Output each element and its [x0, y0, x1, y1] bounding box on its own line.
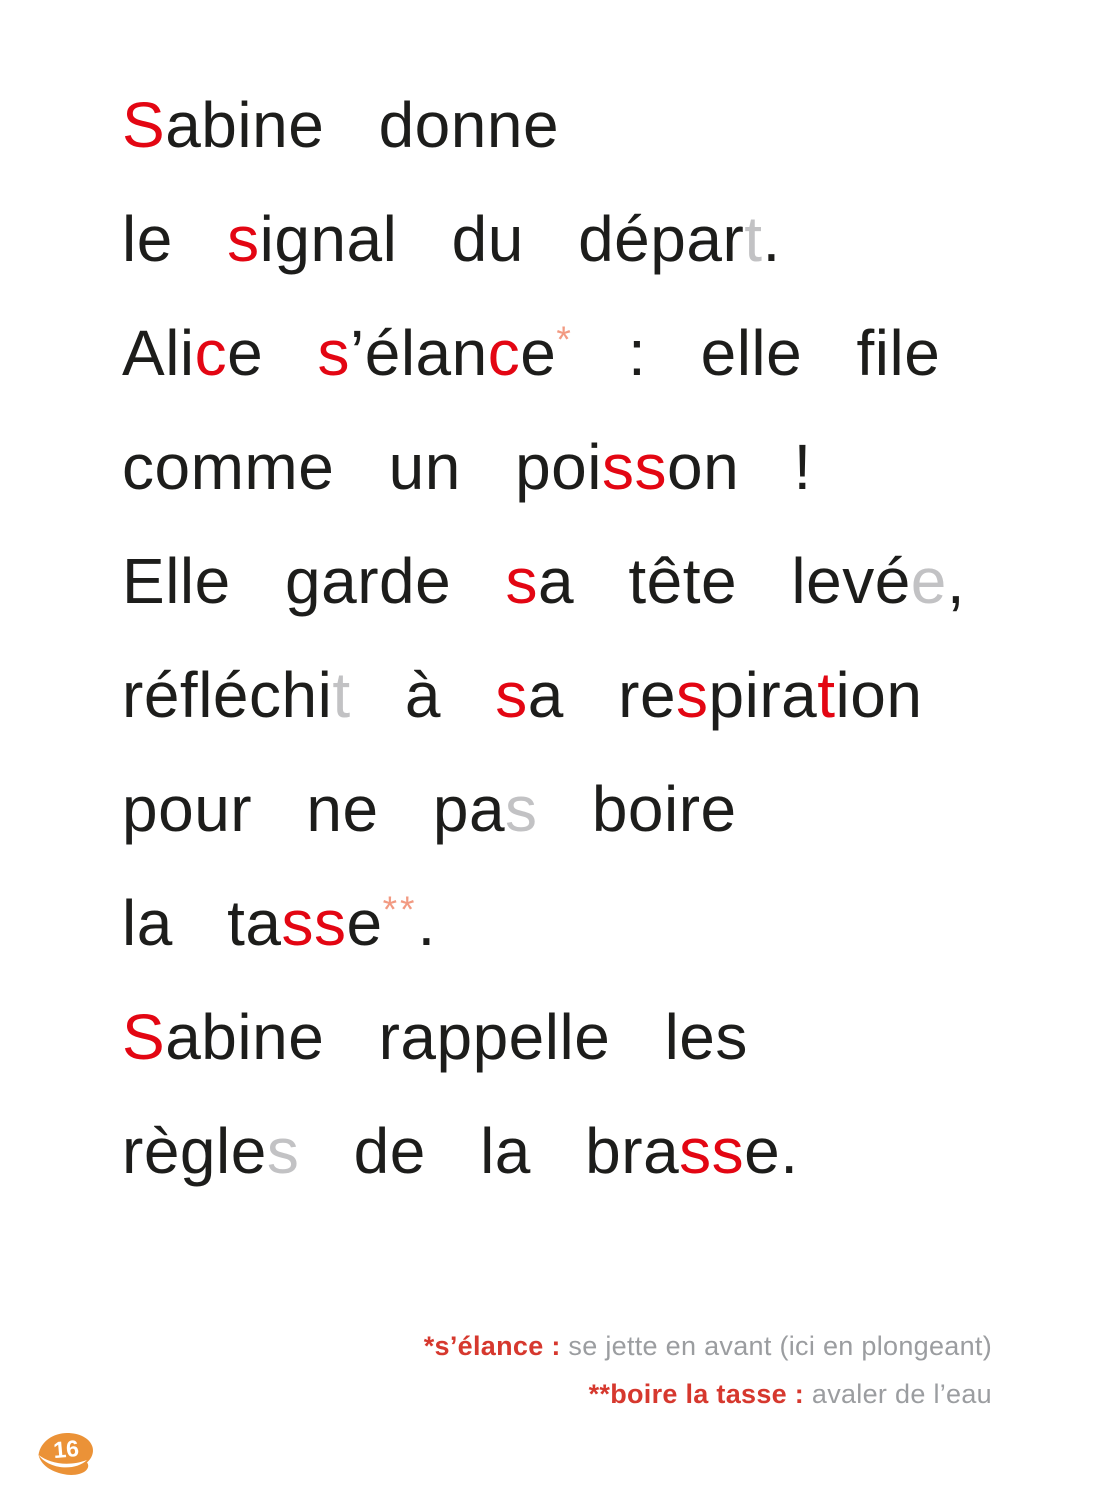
- text-line: [122, 980, 965, 1094]
- text-segment: comme un poi: [122, 431, 602, 503]
- page-number: 16: [52, 1434, 80, 1464]
- text-line: [122, 752, 965, 866]
- text-line: [122, 410, 965, 524]
- silent-letter: s: [266, 1115, 300, 1187]
- highlighted-letter: t: [817, 659, 836, 731]
- highlighted-letter: s: [505, 545, 538, 617]
- story-text: [122, 68, 965, 1208]
- highlighted-letter: S: [122, 89, 166, 161]
- highlighted-letter: c: [194, 317, 228, 389]
- text-segment: ,: [946, 545, 966, 617]
- text-segment: de la bra: [299, 1115, 680, 1187]
- text-line: [122, 1094, 965, 1208]
- text-segment: Elle garde: [122, 545, 506, 617]
- text-segment: e.: [744, 1115, 799, 1187]
- text-segment: : elle file: [573, 317, 941, 389]
- text-segment: on !: [666, 431, 812, 503]
- text-segment: réfléchi: [122, 659, 333, 731]
- text-line: [122, 182, 965, 296]
- text-segment: ignal du dépar: [259, 203, 745, 275]
- text-segment: ’élan: [350, 317, 488, 389]
- text-segment: le: [122, 203, 228, 275]
- silent-letter: t: [744, 203, 763, 275]
- page-number-container: [37, 1431, 95, 1476]
- highlighted-letter: ss: [679, 1115, 745, 1187]
- text-line: [424, 1370, 992, 1418]
- text-line: Alice s’élance* : elle file: [122, 317, 941, 389]
- text-segment: à: [350, 659, 496, 731]
- highlighted-letter: ss: [601, 431, 667, 503]
- text-segment: abine donne: [165, 89, 560, 161]
- text-segment: règle: [122, 1115, 267, 1187]
- text-segment: pira: [708, 659, 818, 731]
- text-segment: .: [762, 203, 781, 275]
- highlighted-letter: ss: [281, 887, 347, 959]
- text-segment: a re: [527, 659, 677, 731]
- highlighted-letter: s: [317, 317, 350, 389]
- text-line: la tasse**.: [122, 887, 436, 959]
- text-segment: e: [227, 317, 318, 389]
- highlighted-letter: S: [122, 1001, 166, 1073]
- footnote-definition: se jette en avant (ici en plongeant): [568, 1331, 992, 1361]
- highlighted-letter: s: [495, 659, 528, 731]
- footnotes: [424, 1322, 992, 1418]
- highlighted-letter: s: [227, 203, 260, 275]
- text-segment: abine rappelle les: [165, 1001, 748, 1073]
- silent-letter: s: [505, 773, 538, 845]
- text-segment: ion: [835, 659, 923, 731]
- footnote-term: **boire la tasse :: [588, 1379, 812, 1409]
- text-segment: boire: [537, 773, 737, 845]
- text-segment: pour ne pa: [122, 773, 506, 845]
- highlighted-letter: c: [487, 317, 521, 389]
- text-line: [122, 68, 965, 182]
- footnote-definition: avaler de l’eau: [811, 1379, 992, 1409]
- text-line: [122, 524, 965, 638]
- silent-letter: e: [910, 545, 947, 617]
- footnote-term: *s’élance :: [423, 1331, 569, 1361]
- text-segment: e: [346, 887, 383, 959]
- text-segment: e: [520, 317, 557, 389]
- text-line: [122, 638, 965, 752]
- text-segment: .: [417, 887, 436, 959]
- text-segment: Ali: [122, 317, 195, 389]
- silent-letter: t: [332, 659, 351, 731]
- text-segment: a tête levé: [537, 545, 911, 617]
- highlighted-letter: s: [676, 659, 709, 731]
- text-segment: la ta: [122, 887, 282, 959]
- text-line: [424, 1322, 992, 1370]
